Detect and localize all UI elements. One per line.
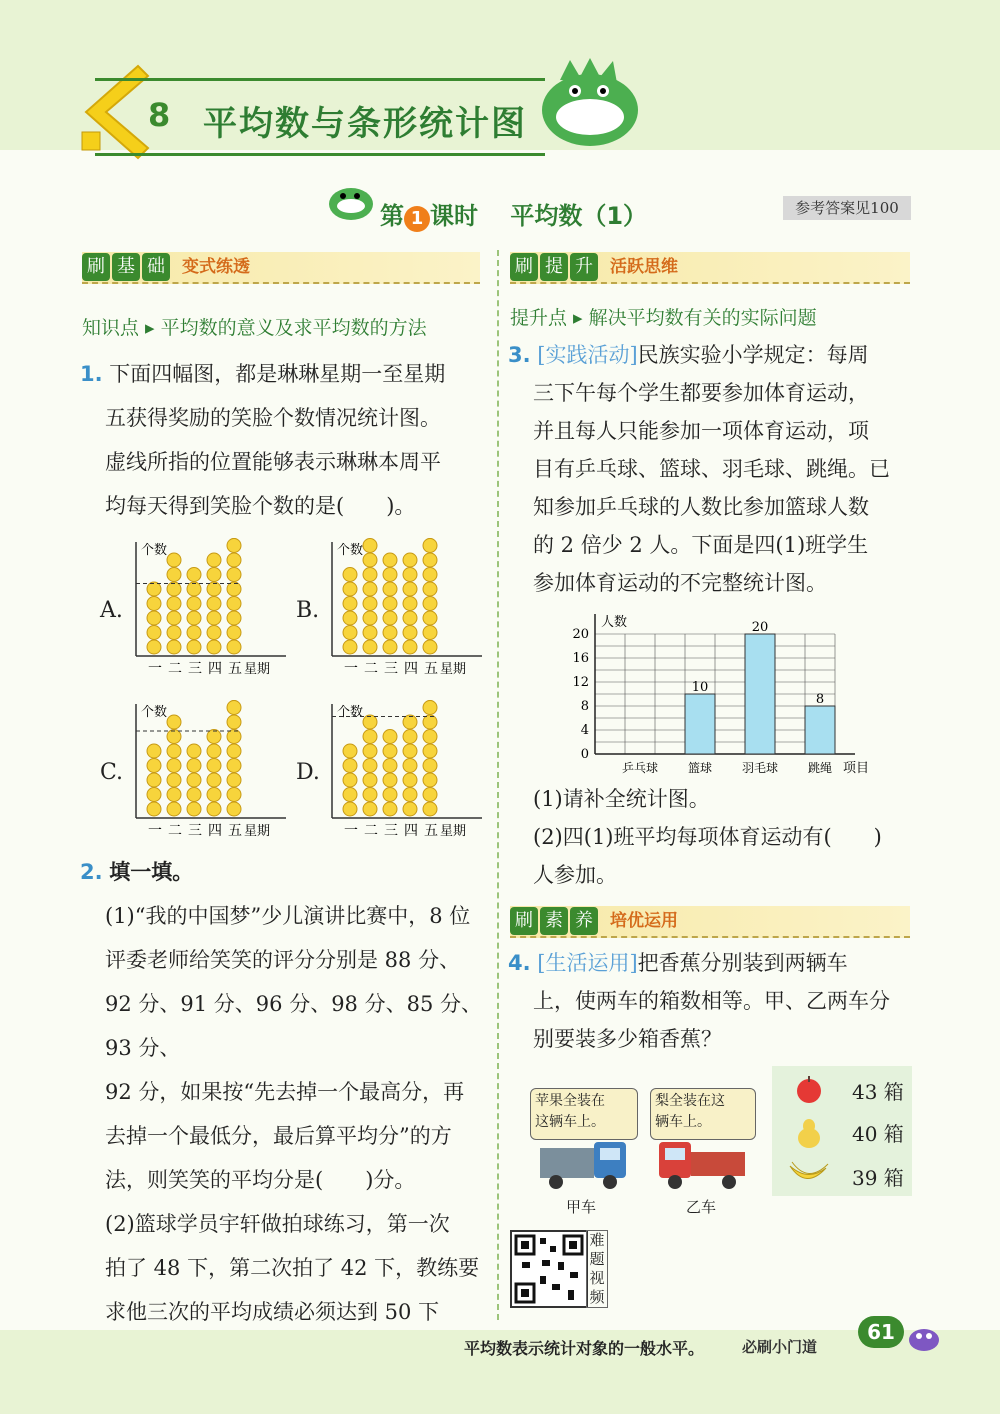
- smiley-face-icon: [207, 744, 221, 758]
- bar: [685, 694, 715, 754]
- category-tick-label: 篮球: [687, 761, 713, 775]
- smiley-face-icon: [403, 773, 417, 787]
- smiley-face-icon: [187, 640, 201, 654]
- smiley-face-icon: [187, 626, 201, 640]
- smiley-face-icon: [363, 744, 377, 758]
- smiley-face-icon: [423, 539, 437, 553]
- q1-smiley-chart: [126, 700, 291, 840]
- smiley-face-icon: [403, 626, 417, 640]
- smiley-face-icon: [383, 788, 397, 802]
- smiley-face-icon: [147, 640, 161, 654]
- smiley-face-icon: [167, 715, 181, 729]
- apple-icon: [794, 1074, 824, 1104]
- smiley-face-icon: [363, 626, 377, 640]
- y-axis-label: 个数: [141, 705, 168, 720]
- y-tick-label: 12: [572, 675, 589, 690]
- smiley-face-icon: [363, 568, 377, 582]
- smiley-face-icon: [403, 640, 417, 654]
- q1-option-label: D.: [296, 760, 320, 785]
- page-number: 61: [858, 1316, 904, 1348]
- smiley-face-icon: [343, 802, 357, 816]
- q1-smiley-chart: [322, 538, 487, 678]
- smiley-face-icon: [167, 582, 181, 596]
- red-truck-icon: [655, 1140, 747, 1192]
- smiley-face-icon: [207, 759, 221, 773]
- smiley-face-icon: [403, 553, 417, 567]
- smiley-face-icon: [343, 640, 357, 654]
- smiley-face-icon: [403, 744, 417, 758]
- smiley-face-icon: [147, 759, 161, 773]
- improve-point: 提升点 ▸ 解决平均数有关的实际问题: [510, 307, 817, 329]
- x-axis-label: 星期: [244, 824, 271, 839]
- smiley-face-icon: [227, 611, 241, 625]
- day-tick-label: 五: [228, 661, 242, 677]
- smiley-face-icon: [403, 597, 417, 611]
- smiley-face-icon: [207, 802, 221, 816]
- smiley-face-icon: [187, 597, 201, 611]
- bar-value-label: 20: [751, 620, 769, 635]
- bar-value-label: 10: [691, 680, 709, 695]
- day-tick-label: 五: [228, 823, 242, 839]
- smiley-face-icon: [423, 640, 437, 654]
- section-basic: 刷 基 础 变式练透: [82, 252, 480, 284]
- day-tick-label: 二: [364, 823, 378, 839]
- day-tick-label: 四: [404, 661, 418, 677]
- y-axis-label: 人数: [601, 615, 628, 630]
- smiley-face-icon: [343, 626, 357, 640]
- smiley-face-icon: [403, 730, 417, 744]
- smiley-face-icon: [167, 773, 181, 787]
- smiley-face-icon: [207, 773, 221, 787]
- banana-icon: [786, 1158, 830, 1190]
- smiley-face-icon: [187, 788, 201, 802]
- smiley-face-icon: [343, 759, 357, 773]
- smiley-face-icon: [363, 611, 377, 625]
- x-axis-label: 星期: [440, 824, 467, 839]
- day-tick-label: 二: [168, 823, 182, 839]
- chapter-number: 8: [148, 96, 171, 134]
- smiley-face-icon: [147, 626, 161, 640]
- smiley-face-icon: [167, 730, 181, 744]
- day-tick-label: 一: [148, 823, 162, 839]
- smiley-face-icon: [403, 611, 417, 625]
- day-tick-label: 三: [384, 823, 398, 839]
- y-axis-label: 个数: [337, 543, 364, 558]
- day-tick-label: 一: [148, 661, 162, 677]
- smiley-face-icon: [227, 553, 241, 567]
- smiley-face-icon: [363, 640, 377, 654]
- smiley-face-icon: [207, 582, 221, 596]
- smiley-face-icon: [207, 553, 221, 567]
- smiley-face-icon: [383, 626, 397, 640]
- smiley-face-icon: [423, 597, 437, 611]
- day-tick-label: 一: [344, 823, 358, 839]
- y-axis-label: 个数: [337, 705, 364, 720]
- q1-option-label: C.: [100, 760, 124, 785]
- smiley-face-icon: [363, 773, 377, 787]
- y-tick-label: 4: [580, 723, 589, 738]
- truck-b-label: 乙车: [686, 1198, 717, 1216]
- truck-a-label: 甲车: [566, 1198, 597, 1216]
- smiley-face-icon: [167, 802, 181, 816]
- qr-code-icon[interactable]: [510, 1230, 588, 1308]
- smiley-face-icon: [227, 802, 241, 816]
- smiley-face-icon: [227, 568, 241, 582]
- smiley-face-icon: [423, 744, 437, 758]
- question-4: 4. [生活运用]把香蕉分别装到两辆车 上，使两车的箱数相等。甲、乙两车分 别要装多少箱香蕉？: [508, 951, 890, 1051]
- fruit-table: 43 箱 40 箱 39 箱: [772, 1066, 912, 1196]
- section-advance: 刷 提 升 活跃思维: [510, 252, 910, 284]
- category-tick-label: 跳绳: [807, 761, 833, 775]
- smiley-face-icon: [343, 744, 357, 758]
- smiley-face-icon: [423, 773, 437, 787]
- smiley-face-icon: [343, 582, 357, 596]
- smiley-face-icon: [403, 582, 417, 596]
- day-tick-label: 二: [364, 661, 378, 677]
- smiley-face-icon: [343, 611, 357, 625]
- smiley-face-icon: [147, 802, 161, 816]
- pear-icon: [794, 1116, 824, 1148]
- smiley-face-icon: [423, 701, 437, 715]
- smiley-face-icon: [423, 802, 437, 816]
- smiley-face-icon: [423, 553, 437, 567]
- smiley-face-icon: [383, 553, 397, 567]
- smiley-face-icon: [167, 640, 181, 654]
- smiley-face-icon: [383, 597, 397, 611]
- footer-brand: 必刷小门道: [742, 1338, 818, 1356]
- smiley-face-icon: [187, 582, 201, 596]
- smiley-face-icon: [363, 539, 377, 553]
- smiley-face-icon: [227, 539, 241, 553]
- question-2: 2. 填一填。 (1)“我的中国梦”少儿演讲比赛中，8 位 评委老师给笑笑的评分分别是 88 分、 92 分、91 分、96 分、98 分、85 分、93 分、 92 分，如果按“先去掉一个最高分，再 去掉一个最低分，最后算平均分”的方 法，则笑笑的平均分是( )分。 (2)篮球学员宇轩做拍球练习，第一次 拍了 48 下，第二次拍了 42 下，教练要 求他三次的平均成绩必须达到 50 下: [80, 860, 482, 1324]
- smiley-face-icon: [227, 759, 241, 773]
- smiley-face-icon: [363, 597, 377, 611]
- smiley-face-icon: [207, 626, 221, 640]
- smiley-face-icon: [207, 568, 221, 582]
- smiley-face-icon: [227, 582, 241, 596]
- smiley-face-icon: [227, 744, 241, 758]
- question-3-tasks: (1)请补全统计图。 (2)四(1)班平均每项体育运动有( ) 人参加。: [533, 787, 882, 887]
- smiley-face-icon: [383, 759, 397, 773]
- smiley-face-icon: [383, 730, 397, 744]
- day-tick-label: 四: [208, 661, 222, 677]
- day-tick-label: 二: [168, 661, 182, 677]
- smiley-face-icon: [167, 744, 181, 758]
- smiley-face-icon: [423, 568, 437, 582]
- day-tick-label: 四: [404, 823, 418, 839]
- smiley-face-icon: [423, 730, 437, 744]
- category-tick-label: 乒乓球: [621, 761, 659, 775]
- smiley-face-icon: [363, 802, 377, 816]
- smiley-face-icon: [227, 597, 241, 611]
- smiley-face-icon: [343, 773, 357, 787]
- smiley-face-icon: [207, 597, 221, 611]
- smiley-face-icon: [187, 611, 201, 625]
- smiley-face-icon: [343, 788, 357, 802]
- day-tick-label: 五: [424, 823, 438, 839]
- smiley-face-icon: [383, 640, 397, 654]
- smiley-face-icon: [363, 759, 377, 773]
- smiley-face-icon: [147, 744, 161, 758]
- q1-option-label: A.: [100, 598, 123, 623]
- smiley-face-icon: [147, 788, 161, 802]
- smiley-face-icon: [207, 730, 221, 744]
- smiley-face-icon: [403, 759, 417, 773]
- smiley-face-icon: [423, 788, 437, 802]
- qr-label: 难 题 视 频: [586, 1230, 608, 1308]
- smiley-face-icon: [383, 568, 397, 582]
- smiley-face-icon: [167, 611, 181, 625]
- smiley-face-icon: [383, 611, 397, 625]
- day-tick-label: 一: [344, 661, 358, 677]
- smiley-face-icon: [167, 553, 181, 567]
- smiley-face-icon: [383, 744, 397, 758]
- bar: [805, 706, 835, 754]
- smiley-face-icon: [227, 626, 241, 640]
- smiley-face-icon: [207, 611, 221, 625]
- lesson-title: 第 1 课时 平均数（1）: [380, 202, 648, 230]
- section-literacy: 刷 素 养 培优运用: [510, 906, 910, 938]
- smiley-face-icon: [227, 773, 241, 787]
- smiley-face-icon: [383, 582, 397, 596]
- smiley-face-icon: [167, 788, 181, 802]
- smiley-face-icon: [363, 553, 377, 567]
- knowledge-point: 知识点 ▸ 平均数的意义及求平均数的方法: [82, 317, 427, 339]
- sports-bar-chart: [555, 608, 885, 780]
- smiley-face-icon: [363, 715, 377, 729]
- smiley-face-icon: [147, 597, 161, 611]
- question-3: 3. [实践活动]民族实验小学规定：每周 三下午每个学生都要参加体育运动， 并且每人只能参加一项体育运动，项 目有乒乓球、篮球、羽毛球、跳绳。已 知参加乒乓球的人数比参加篮球人数 的 2 倍少 2 人。下面是四(1)班学生 参加体育运动的不完整统计图。: [508, 343, 890, 595]
- smiley-face-icon: [167, 597, 181, 611]
- smiley-face-icon: [403, 788, 417, 802]
- smiley-face-icon: [423, 611, 437, 625]
- bar: [745, 634, 775, 754]
- q1-smiley-chart: [126, 538, 291, 678]
- x-axis-label: 项目: [843, 761, 870, 776]
- smiley-face-icon: [423, 582, 437, 596]
- smiley-face-icon: [187, 744, 201, 758]
- y-tick-label: 0: [580, 747, 589, 762]
- q1-option-label: B.: [296, 598, 320, 623]
- smiley-face-icon: [363, 582, 377, 596]
- smiley-face-icon: [147, 773, 161, 787]
- bar-value-label: 8: [815, 692, 825, 707]
- smiley-face-icon: [343, 597, 357, 611]
- smiley-face-icon: [147, 611, 161, 625]
- q1-charts: [100, 538, 490, 838]
- smiley-face-icon: [187, 802, 201, 816]
- smiley-face-icon: [363, 730, 377, 744]
- smiley-face-icon: [383, 773, 397, 787]
- smiley-face-icon: [227, 788, 241, 802]
- smiley-face-icon: [363, 788, 377, 802]
- smiley-face-icon: [187, 759, 201, 773]
- y-axis-label: 个数: [141, 543, 168, 558]
- y-tick-label: 20: [572, 627, 589, 642]
- category-tick-label: 羽毛球: [741, 761, 779, 775]
- x-axis-label: 星期: [244, 662, 271, 677]
- smiley-face-icon: [167, 568, 181, 582]
- chapter-title: 平均数与条形统计图: [203, 104, 527, 144]
- smiley-face-icon: [167, 759, 181, 773]
- smiley-face-icon: [403, 715, 417, 729]
- smiley-face-icon: [207, 640, 221, 654]
- speech-bubble-a: 苹果全装在 这辆车上。: [530, 1088, 638, 1140]
- day-tick-label: 三: [188, 661, 202, 677]
- speech-bubble-b: 梨全装在这 辆车上。: [650, 1088, 756, 1140]
- column-divider: [497, 250, 499, 1320]
- q1-smiley-chart: [322, 700, 487, 840]
- y-tick-label: 16: [572, 651, 589, 666]
- smiley-face-icon: [227, 730, 241, 744]
- smiley-face-icon: [187, 773, 201, 787]
- day-tick-label: 三: [188, 823, 202, 839]
- smiley-face-icon: [227, 640, 241, 654]
- answer-reference: 参考答案见100: [783, 196, 911, 220]
- day-tick-label: 五: [424, 661, 438, 677]
- x-axis-label: 星期: [440, 662, 467, 677]
- smiley-face-icon: [207, 788, 221, 802]
- smiley-face-icon: [383, 802, 397, 816]
- smiley-face-icon: [167, 626, 181, 640]
- mascot-icon: [906, 1322, 942, 1352]
- footer-text: 平均数表示统计对象的一般水平。: [464, 1339, 705, 1358]
- question-1: 1. 下面四幅图，都是琳琳星期一至星期 五获得奖励的笑脸个数情况统计图。 虚线所指的位置能够表示琳琳本周平 均每天得到笑脸个数的是( )。: [80, 362, 446, 518]
- smiley-face-icon: [423, 715, 437, 729]
- y-tick-label: 8: [580, 699, 589, 714]
- monster-icon: [535, 55, 645, 150]
- blue-truck-icon: [538, 1140, 630, 1192]
- smiley-face-icon: [227, 701, 241, 715]
- smiley-face-icon: [423, 626, 437, 640]
- dino-icon: [325, 176, 377, 224]
- day-tick-label: 三: [384, 661, 398, 677]
- day-tick-label: 四: [208, 823, 222, 839]
- smiley-face-icon: [403, 802, 417, 816]
- smiley-face-icon: [227, 715, 241, 729]
- smiley-face-icon: [423, 759, 437, 773]
- smiley-face-icon: [403, 568, 417, 582]
- smiley-face-icon: [147, 582, 161, 596]
- smiley-face-icon: [343, 568, 357, 582]
- smiley-face-icon: [187, 568, 201, 582]
